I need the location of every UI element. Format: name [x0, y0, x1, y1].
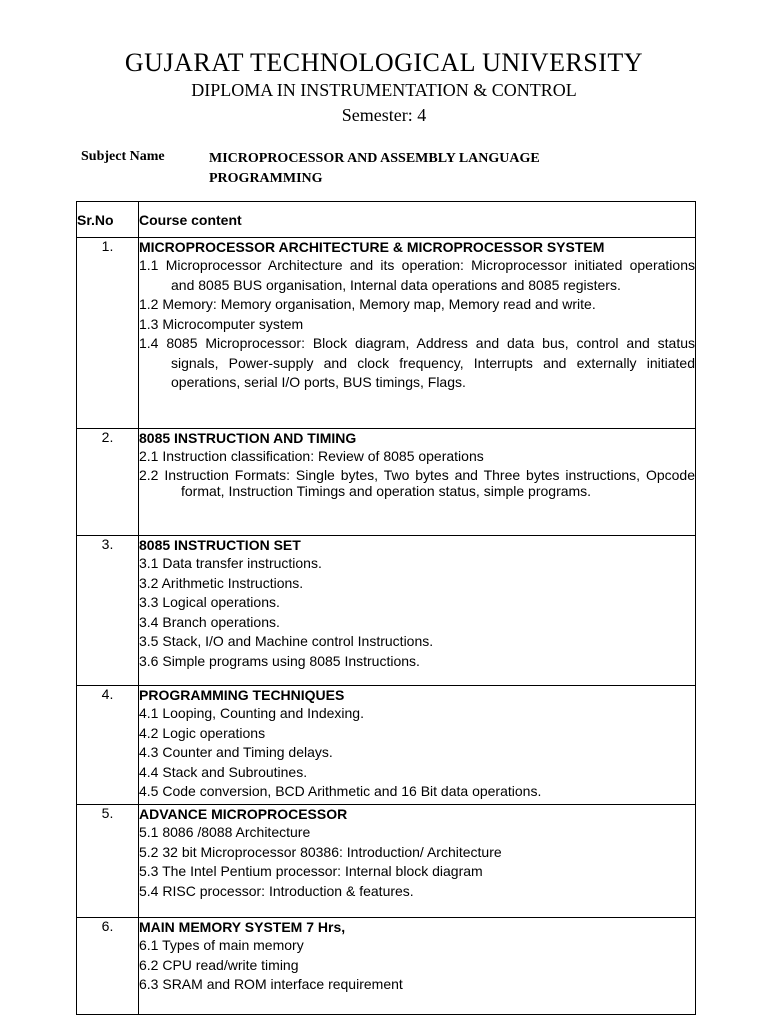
table-row	[77, 238, 696, 429]
unit-title: ADVANCE MICROPROCESSOR	[139, 806, 348, 822]
row-content	[139, 238, 696, 429]
table-row	[77, 536, 696, 686]
topic-item: 6.2 CPU read/write timing	[139, 956, 299, 973]
topic-item: 1.1 Microprocessor Architecture and its operation: Microprocessor initiated operations and 8085 BUS organisation, Internal data operations and 8085 registers.	[139, 257, 695, 293]
row-content	[139, 805, 696, 918]
topic-item: 5.4 RISC processor: Introduction & features.	[139, 882, 414, 899]
topic-item: 1.3 Microcomputer system	[139, 315, 304, 332]
table-row	[77, 429, 696, 536]
topic-item: 4.5 Code conversion, BCD Arithmetic and 16 Bit data operations.	[139, 783, 542, 799]
topic-item: 2.2 Instruction Formats: Single bytes, Two bytes and Three bytes instructions, Opcode format, Instruction Timings and operation status, simple programs.	[139, 466, 695, 499]
unit-title: 8085 INSTRUCTION SET	[139, 537, 301, 553]
topic-item: 5.3 The Intel Pentium processor: Internal block diagram	[139, 863, 483, 879]
unit-title: PROGRAMMING TECHNIQUES	[139, 687, 345, 703]
course-content-header: Course content	[139, 202, 696, 238]
row-number: 6.	[77, 918, 139, 1015]
topic-item: 3.4 Branch operations.	[139, 613, 280, 630]
subject-name-value: MICROPROCESSOR AND ASSEMBLY LANGUAGE PROGRAMMING	[209, 151, 540, 186]
table-header-row	[77, 202, 696, 238]
unit-title: MAIN MEMORY SYSTEM 7 Hrs,	[139, 919, 346, 935]
row-content	[139, 536, 696, 686]
row-content	[139, 429, 696, 536]
subject-name-label: Subject Name	[81, 149, 165, 164]
topic-item: 4.3 Counter and Timing delays.	[139, 744, 333, 760]
topic-item: 5.2 32 bit Microprocessor 80386: Introduction/ Architecture	[139, 843, 502, 860]
row-number: 4.	[77, 686, 139, 805]
topic-item: 3.6 Simple programs using 8085 Instructions.	[139, 652, 420, 669]
row-content	[139, 918, 696, 1015]
unit-title: MICROPROCESSOR ARCHITECTURE & MICROPROCESSOR SYSTEM	[139, 239, 605, 255]
topic-item: 6.3 SRAM and ROM interface requirement	[139, 976, 403, 992]
row-number: 5.	[77, 805, 139, 918]
table-row	[77, 805, 696, 918]
topic-item: 3.3 Logical operations.	[139, 594, 280, 610]
topic-item: 3.2 Arithmetic Instructions.	[139, 574, 304, 591]
topic-item: 4.2 Logic operations	[139, 724, 266, 741]
srno-header: Sr.No	[77, 202, 139, 238]
topic-item: 4.1 Looping, Counting and Indexing.	[139, 705, 364, 721]
topic-item: 5.1 8086 /8088 Architecture	[139, 824, 311, 840]
diploma-title: DIPLOMA IN INSTRUMENTATION & CONTROL	[191, 80, 577, 100]
semester-label: Semester: 4	[341, 105, 427, 125]
topic-item: 3.5 Stack, I/O and Machine control Instructions.	[139, 633, 434, 649]
topic-item: 3.1 Data transfer instructions.	[139, 555, 322, 571]
table-row	[77, 686, 696, 805]
topic-item: 2.1 Instruction classification: Review of 8085 operations	[139, 448, 484, 464]
row-content	[139, 686, 696, 805]
course-content-table	[76, 201, 696, 1015]
topic-item: 1.2 Memory: Memory organisation, Memory map, Memory read and write.	[139, 296, 596, 312]
topic-item: 1.4 8085 Microprocessor: Block diagram, Address and data bus, control and status signals, Power-supply and clock frequency, Interrupts and externally initiated operations, serial I/O ports, BUS timings, Flags.	[139, 335, 695, 390]
topic-item: 6.1 Types of main memory	[139, 937, 304, 953]
university-title: GUJARAT TECHNOLOGICAL UNIVERSITY	[124, 48, 644, 77]
table-row	[77, 918, 696, 1015]
topic-item: 4.4 Stack and Subroutines.	[139, 763, 308, 780]
row-number: 3.	[77, 536, 139, 686]
unit-title: 8085 INSTRUCTION AND TIMING	[139, 430, 357, 446]
row-number: 1.	[77, 238, 139, 429]
row-number: 2.	[77, 429, 139, 536]
